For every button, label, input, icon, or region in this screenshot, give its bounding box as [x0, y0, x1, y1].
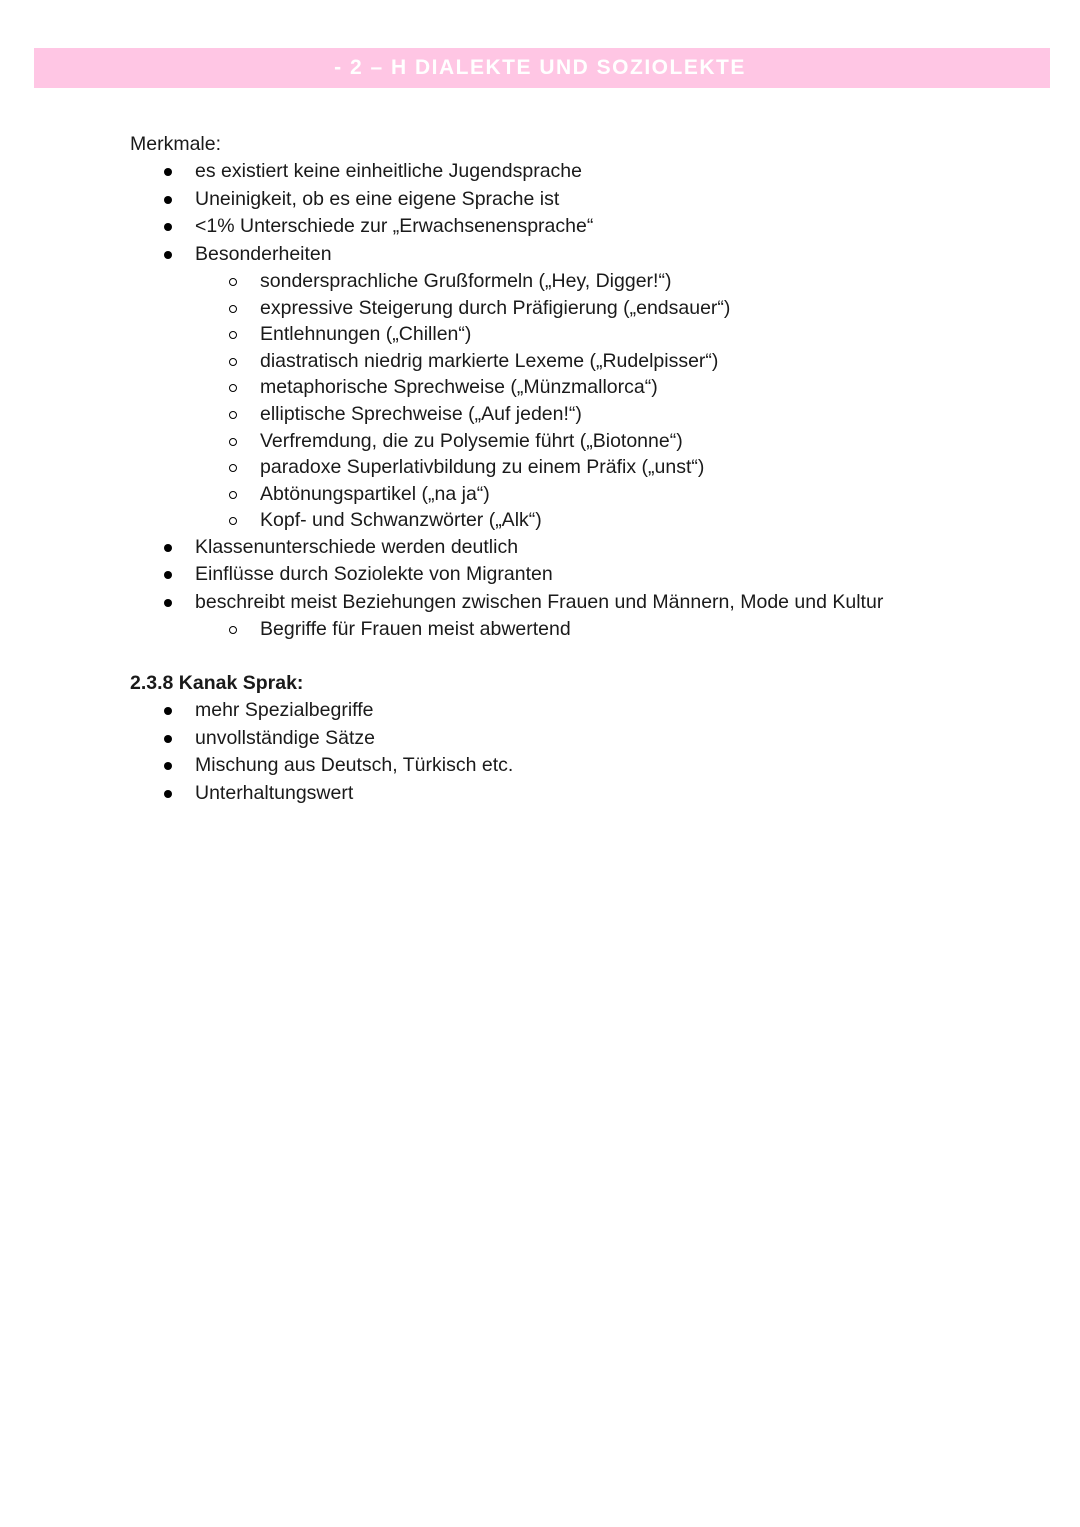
bullet-circle-icon: [229, 278, 237, 286]
sub-list-item: Verfremdung, die zu Polysemie führt („Biotonne“): [130, 428, 1030, 455]
sub-list-item: expressive Steigerung durch Präfigierung („endsauer“): [130, 295, 1030, 322]
bullet-circle-icon: [229, 305, 237, 313]
sub-list-item: metaphorische Sprechweise („Münzmallorca“): [130, 374, 1030, 401]
features-list-continued: [130, 534, 1030, 617]
sub-list-item: Begriffe für Frauen meist abwertend: [130, 616, 1030, 643]
bullet-circle-icon: [229, 517, 237, 525]
sub-list-item: sondersprachliche Grußformeln („Hey, Digger!“): [130, 268, 1030, 295]
bullet-circle-icon: [229, 626, 237, 634]
section-gap: [130, 643, 1030, 670]
header-title: - 2 – H DIALEKTE UND SOZIOLEKTE: [334, 56, 746, 79]
kanak-list: [130, 697, 1030, 807]
bullet-dot-icon: [164, 223, 172, 231]
list-item: Uneinigkeit, ob es eine eigene Sprache ist: [130, 186, 1030, 214]
list-item: Klassenunterschiede werden deutlich: [130, 534, 1030, 562]
sub-list-item: elliptische Sprechweise („Auf jeden!“): [130, 401, 1030, 428]
bullet-circle-icon: [229, 411, 237, 419]
bullet-dot-icon: [164, 196, 172, 204]
header-bar: [34, 48, 1050, 88]
bullet-circle-icon: [229, 464, 237, 472]
sub-list-item: paradoxe Superlativbildung zu einem Präfix („unst“): [130, 454, 1030, 481]
list-item: Unterhaltungswert: [130, 780, 1030, 808]
list-item: <1% Unterschiede zur „Erwachsenensprache“: [130, 213, 1030, 241]
bullet-dot-icon: [164, 735, 172, 743]
sub-list-item: Abtönungspartikel („na ja“): [130, 481, 1030, 508]
list-item: mehr Spezialbegriffe: [130, 697, 1030, 725]
bullet-circle-icon: [229, 438, 237, 446]
kanak-heading: 2.3.8 Kanak Sprak:: [130, 672, 304, 695]
relations-sublist: [130, 616, 1030, 643]
features-heading: Merkmale:: [130, 133, 222, 155]
document-content: [130, 131, 1030, 807]
list-item: Besonderheiten: [130, 241, 1030, 269]
bullet-circle-icon: [229, 491, 237, 499]
sub-list-item: Kopf- und Schwanzwörter („Alk“): [130, 507, 1030, 534]
bullet-dot-icon: [164, 251, 172, 259]
bullet-circle-icon: [229, 358, 237, 366]
list-item: es existiert keine einheitliche Jugendsprache: [130, 158, 1030, 186]
bullet-circle-icon: [229, 331, 237, 339]
bullet-dot-icon: [164, 168, 172, 176]
bullet-dot-icon: [164, 571, 172, 579]
bullet-dot-icon: [164, 707, 172, 715]
bullet-dot-icon: [164, 599, 172, 607]
sub-list-item: diastratisch niedrig markierte Lexeme („Rudelpisser“): [130, 348, 1030, 375]
list-item: Mischung aus Deutsch, Türkisch etc.: [130, 752, 1030, 780]
sub-list-item: Entlehnungen („Chillen“): [130, 321, 1030, 348]
list-item: Einflüsse durch Soziolekte von Migranten: [130, 561, 1030, 589]
bullet-circle-icon: [229, 384, 237, 392]
features-list: [130, 158, 1030, 268]
bullet-dot-icon: [164, 790, 172, 798]
bullet-dot-icon: [164, 544, 172, 552]
bullet-dot-icon: [164, 762, 172, 770]
specifics-sublist: [130, 268, 1030, 534]
list-item: beschreibt meist Beziehungen zwischen Frauen und Männern, Mode und Kultur: [130, 589, 1030, 617]
list-item: unvollständige Sätze: [130, 725, 1030, 753]
